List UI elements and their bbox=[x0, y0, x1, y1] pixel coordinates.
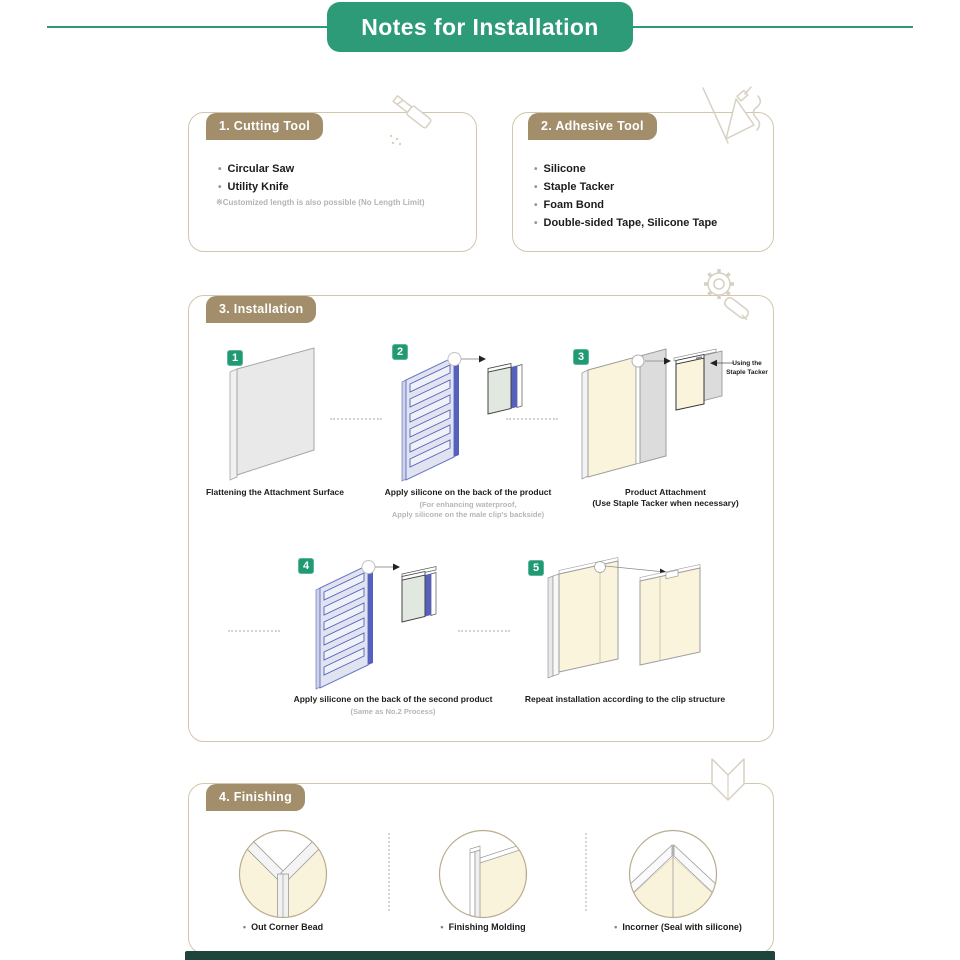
dotted-separator-vertical bbox=[388, 833, 390, 911]
step2-caption: Apply silicone on the back of the product bbox=[384, 487, 552, 497]
corner-bead-icon bbox=[702, 756, 752, 811]
step5-caption: Repeat installation according to the clip structure bbox=[524, 694, 726, 704]
step5-clip-repeat-illustration bbox=[542, 556, 742, 688]
out-corner-bead-illustration bbox=[238, 829, 328, 919]
step-badge-4: 4 bbox=[298, 558, 314, 574]
gear-wrench-icon bbox=[692, 263, 754, 323]
step3-caption2: (Use Staple Tacker when necessary) bbox=[592, 498, 739, 508]
finishing-item-caption: • Out Corner Bead bbox=[223, 922, 343, 932]
step1-wall-panel-illustration bbox=[222, 344, 324, 482]
cutting-item: • Circular Saw bbox=[218, 160, 294, 179]
cutting-note: ※Customized length is also possible (No Length Limit) bbox=[216, 198, 425, 207]
adhesive-item: • Staple Tacker bbox=[534, 178, 614, 197]
footer-bar bbox=[185, 951, 775, 960]
dotted-separator bbox=[458, 630, 510, 632]
staple-tacker-annotation: Using the Staple Tacker bbox=[726, 360, 768, 376]
installation-label: 3. Installation bbox=[206, 296, 316, 323]
finishing-item-caption: • Incorner (Seal with silicone) bbox=[598, 922, 758, 932]
dotted-separator-vertical bbox=[585, 833, 587, 911]
adhesive-item: • Foam Bond bbox=[534, 196, 604, 215]
finishing-molding-illustration bbox=[438, 829, 528, 919]
step-badge-3: 3 bbox=[573, 349, 589, 365]
step-badge-2: 2 bbox=[392, 344, 408, 360]
incorner-illustration bbox=[628, 829, 718, 919]
step2-subcaption: (For enhancing waterproof, bbox=[419, 500, 517, 509]
utility-knife-icon bbox=[382, 92, 436, 148]
adhesive-item: • Silicone bbox=[534, 160, 586, 179]
finishing-label: 4. Finishing bbox=[206, 784, 305, 811]
adhesive-item: • Double-sided Tape, Silicone Tape bbox=[534, 214, 717, 233]
dotted-separator bbox=[330, 418, 382, 420]
step-badge-5: 5 bbox=[528, 560, 544, 576]
step-badge-1: 1 bbox=[227, 350, 243, 366]
cutting-tool-label: 1. Cutting Tool bbox=[206, 113, 323, 140]
step3-caption: Product Attachment bbox=[625, 487, 706, 497]
step4-silicone-panel-illustration bbox=[306, 558, 442, 690]
step2-subcaption: Apply silicone on the male clip's backside) bbox=[391, 510, 545, 519]
dotted-separator bbox=[228, 630, 280, 632]
finishing-item-caption: • Finishing Molding bbox=[423, 922, 543, 932]
step2-silicone-panel-illustration bbox=[392, 350, 528, 482]
page-title: Notes for Installation bbox=[327, 2, 633, 52]
dotted-separator bbox=[506, 418, 558, 420]
silicone-tube-icon bbox=[698, 86, 764, 146]
cutting-item: • Utility Knife bbox=[218, 178, 289, 197]
step4-caption: Apply silicone on the back of the second product bbox=[293, 694, 493, 704]
step1-caption: Flattening the Attachment Surface bbox=[205, 487, 345, 497]
adhesive-tool-label: 2. Adhesive Tool bbox=[528, 113, 657, 140]
step4-subcaption: (Same as No.2 Process) bbox=[350, 707, 436, 716]
